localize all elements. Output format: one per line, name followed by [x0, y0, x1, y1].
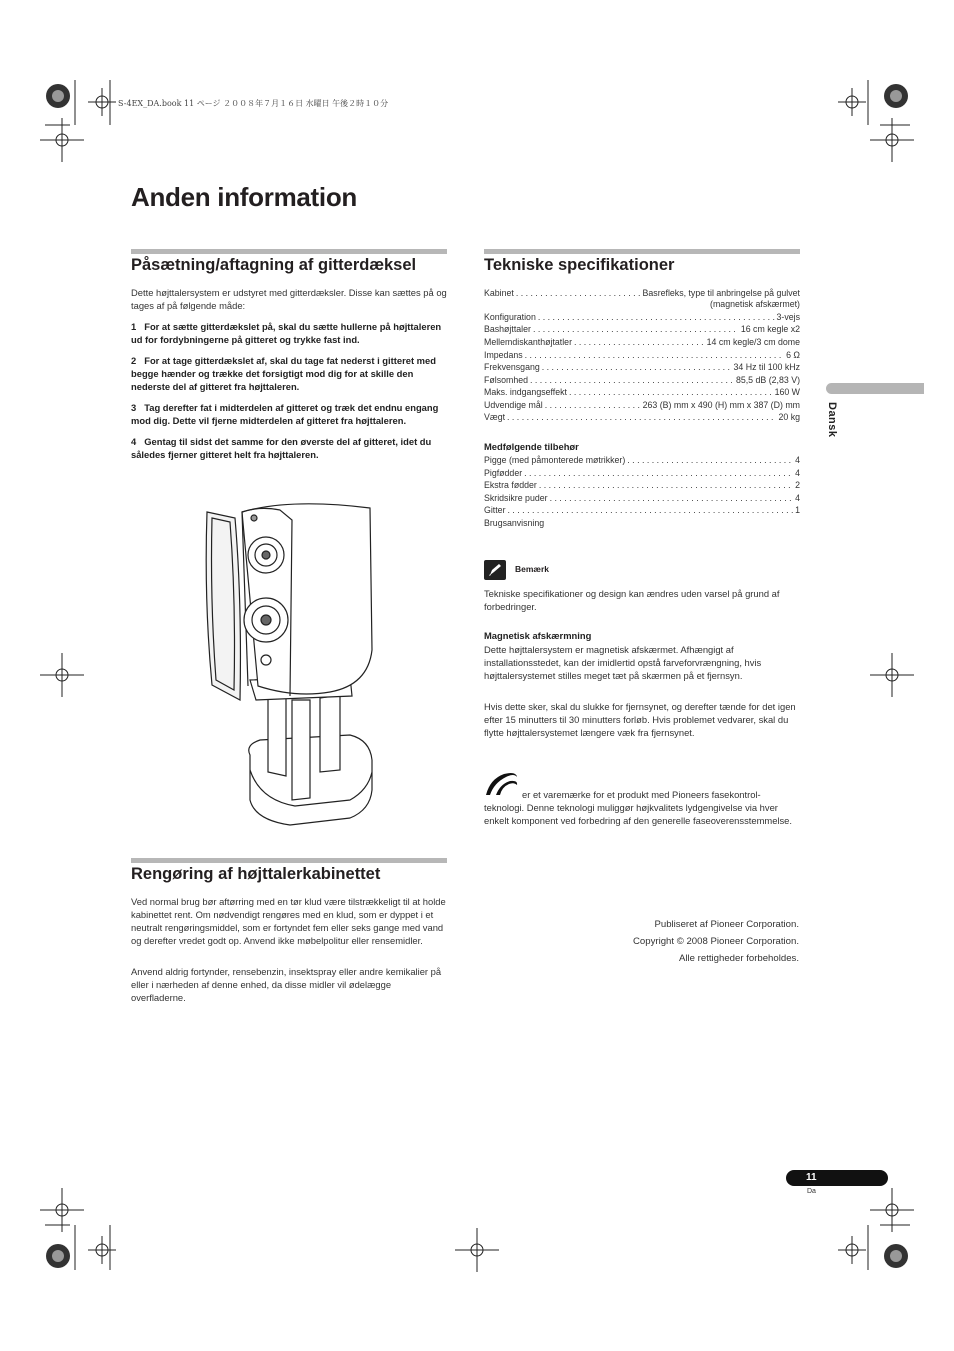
language-tab: [826, 383, 924, 394]
cleaning-para-1: Ved normal brug bør aftørring med en tør klud være tilstrækkeligt til at holde kabinettet rent. Om nødvendigt rengøres med en klud, som er dyppet i et neutralt rengøringsmiddel, som er fortyndet fem eller seks gange med vand og derefter vredet godt op. Anvend ikke møbelpolitur eller rensemidler.: [131, 896, 446, 946]
step-3: 3 Tag derefter fat i midterdelen af gitteret og træk det endnu engang mod dig. Dette vil fjerne midterdelen af gitteret fra højttaleren.: [131, 402, 439, 426]
accessory-row: Ekstra fødder . . . 2: [484, 479, 800, 491]
publisher-line-2: Copyright © 2008 Pioneer Corporation.: [633, 936, 799, 947]
section-title-cleaning: Rengøring af højttalerkabinettet: [131, 865, 381, 883]
page-title: Anden information: [131, 182, 357, 212]
spec-row: Udvendige mål . . . 263 (B) mm x 490 (H) mm x 387 (D) mm: [484, 399, 800, 411]
section-title-grille: Påsætning/aftagning af gitterdæksel: [131, 256, 417, 274]
accessories-list: [484, 454, 800, 534]
accessory-row: Brugsanvisning: [484, 518, 545, 528]
accessory-row: Skridsikre puder . . . 4: [484, 492, 800, 504]
page-number-badge: [786, 1170, 888, 1186]
print-header-line: S-4EX_DA.book 11 ページ ２００８年７月１６日 水曜日 午後２時１０分: [118, 99, 389, 108]
page-number: 11: [806, 1172, 817, 1183]
magnet-para-2: Hvis dette sker, skal du slukke for fjernsynet, og derefter tænde for det igen efter 15 minutters til 30 minutters forløb. Hvis problemet vedvarer, skal du flytte højttalersystemet længere væk fra fjernsynet.: [484, 701, 796, 738]
spec-row: Mellemdiskanthøjtatler . . . 14 cm kegle/3 cm dome: [484, 336, 800, 348]
magnet-title: Magnetisk afskærmning: [484, 630, 592, 641]
section-bar: [131, 858, 447, 863]
magnet-para-1: Dette højttalersystem er magnetisk afskærmet. Afhængigt af installationsstedet, kan der imidlertid opstå farveforvrængning, hvis højttalersystemet stilles meget tæt på skærmen på et fjernsyn.: [484, 644, 762, 681]
trademark-text: er et varemærke for et produkt med Pioneers fasekontrol-teknologi. Denne teknologi muliggør højkvalitets lydgengivelse via hver enkelt komponent ved forbedring af den generelle faseoverensstemmelse.: [484, 789, 792, 826]
spec-row: Maks. indgangseffekt . . . 160 W: [484, 386, 800, 398]
grille-intro: Dette højttalersystem er udstyret med gitterdæksler. Disse kan sættes på og tages af på følgende måde:: [131, 287, 447, 311]
grille-steps: [131, 320, 447, 461]
spec-table: [484, 287, 800, 427]
spec-row: Impedans . . . 6 Ω: [484, 349, 800, 361]
publisher-line-1: Publiseret af Pioneer Corporation.: [654, 919, 799, 930]
note-icon: [484, 560, 506, 580]
section-bar: [484, 249, 800, 254]
language-tab-label: Dansk: [826, 402, 838, 438]
step-2: 2 For at tage gitterdækslet af, skal du tage fat nederst i gitteret med begge hænder og trække det forsigtigt mod dig for at skille den nederste del af gitteret fra højttaleren.: [131, 355, 436, 392]
spec-row: Frekvensgang . . . 34 Hz til 100 kHz: [484, 361, 800, 373]
accessory-row: Gitter . . . 1: [484, 504, 800, 516]
step-1: 1 For at sætte gitterdækslet på, skal du sætte hullerne på højttaleren ud for fordybningerne på gitteret og trykke fast ind.: [131, 321, 442, 345]
spec-row: Konfiguration . . . 3-vejs: [484, 311, 800, 323]
accessory-row: Pigge (med påmonterede møtrikker) . . . 4: [484, 454, 800, 466]
spec-row: Bashøjttaler . . . 16 cm kegle x2: [484, 323, 800, 335]
spec-row: Kabinet . . . Basrefleks, type til anbringelse på gulvet: [484, 287, 800, 299]
step-4: 4 Gentag til sidst det samme for den øverste del af gitteret, idet du således fjerner gitteret helt fra højttaleren.: [131, 436, 432, 460]
section-bar: [131, 249, 447, 254]
speaker-illustration: [200, 500, 390, 835]
publisher-line-3: Alle rettigheder forbeholdes.: [679, 953, 799, 964]
accessory-row: Pigfødder . . . 4: [484, 467, 800, 479]
section-title-specs: Tekniske specifikationer: [484, 256, 675, 274]
page-language-code: Da: [807, 1188, 816, 1195]
accessories-title: Medfølgende tilbehør: [484, 441, 579, 452]
note-label: Bemærk: [515, 564, 550, 574]
note-text: Tekniske specifikationer og design kan ændres uden varsel på grund af forbedringer.: [484, 588, 780, 612]
spec-row: Vægt . . . 20 kg: [484, 411, 800, 423]
spec-row: Følsomhed . . . 85,5 dB (2,83 V): [484, 374, 800, 386]
cleaning-para-2: Anvend aldrig fortynder, rensebenzin, insektspray eller andre kemikalier på eller i nærheden af denne enhed, da disse midler vil ødelægge overfladerne.: [131, 966, 442, 1003]
spec-row: (magnetisk afskærmet): [710, 299, 800, 309]
